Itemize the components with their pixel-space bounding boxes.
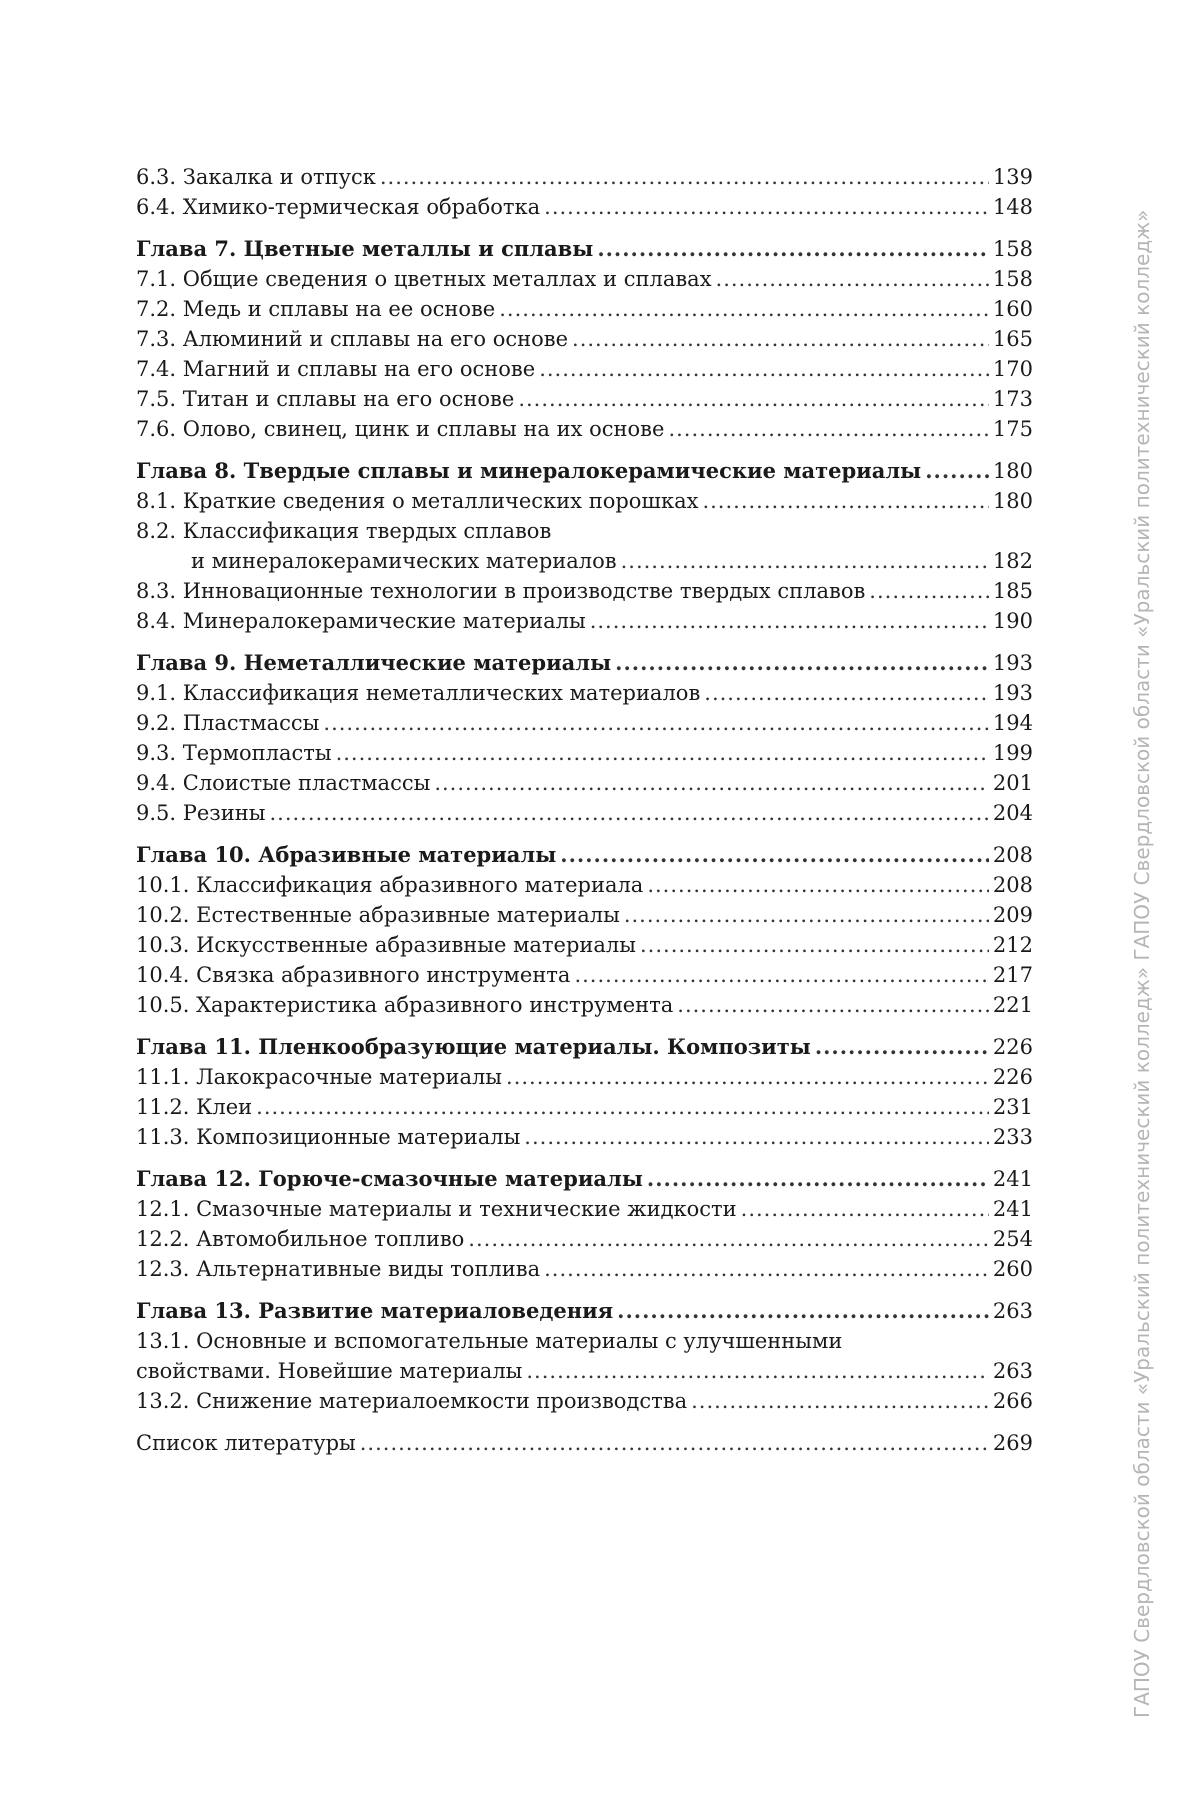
toc-entry-title: 7.2. Медь и сплавы на ее основе xyxy=(136,297,496,321)
toc-page-number: 208 xyxy=(992,873,1033,897)
toc-entry-title: Глава 8. Твердые сплавы и минералокерамические материалы xyxy=(136,458,922,483)
dot-leader xyxy=(640,930,989,960)
toc-page-number: 212 xyxy=(992,933,1033,957)
toc-entry xyxy=(136,960,1033,990)
dot-leader xyxy=(615,648,989,678)
toc-entry-title: 8.3. Инновационные технологии в производстве твердых сплавов xyxy=(136,579,866,603)
toc-entry-title: 6.3. Закалка и отпуск xyxy=(136,165,376,189)
vertical-watermark: ГАПОУ Свердловской области «Уральский политехнический колледж» ГАПОУ Свердловской области «Уральский политехнический колледж» xyxy=(1130,209,1154,1718)
toc-entry xyxy=(136,708,1033,738)
toc-entry xyxy=(136,1122,1033,1152)
toc-entry-title: 9.4. Слоистые пластмассы xyxy=(136,771,431,795)
toc-entry-title: 6.4. Химико-термическая обработка xyxy=(136,195,541,219)
toc-entry-title: 13.2. Снижение материалоемкости производства xyxy=(136,1389,688,1413)
dot-leader xyxy=(524,1122,989,1152)
toc-page-number: 139 xyxy=(992,165,1033,189)
toc-page-number: 263 xyxy=(992,1299,1033,1323)
toc-entry-title: 13.1. Основные и вспомогательные материалы с улучшенными xyxy=(136,1329,843,1353)
dot-leader xyxy=(468,1224,989,1254)
toc-entry xyxy=(136,516,1033,546)
toc-chapter-heading xyxy=(136,1296,1033,1326)
dot-leader xyxy=(590,606,989,636)
toc-chapter-heading xyxy=(136,648,1033,678)
toc-entry-title: 10.4. Связка абразивного инструмента xyxy=(136,963,571,987)
toc-entry xyxy=(136,354,1033,384)
dot-leader xyxy=(499,294,989,324)
toc-page-number: 269 xyxy=(992,1431,1033,1455)
toc-page-number: 158 xyxy=(992,237,1033,261)
dot-leader xyxy=(336,738,989,768)
toc-chapter-heading xyxy=(136,1032,1033,1062)
toc-entry xyxy=(136,264,1033,294)
toc-entry-title: 9.1. Классификация неметаллических материалов xyxy=(136,681,701,705)
toc-page-number: 241 xyxy=(992,1197,1033,1221)
toc-entry-title: 7.5. Титан и сплавы на его основе xyxy=(136,387,515,411)
toc-entry-title-continuation: и минералокерамических материалов xyxy=(191,549,617,573)
dot-leader xyxy=(539,354,989,384)
toc-entry-title: 10.3. Искусственные абразивные материалы xyxy=(136,933,636,957)
toc-entry xyxy=(136,414,1033,444)
toc-page-number: 233 xyxy=(992,1125,1033,1149)
table-of-contents xyxy=(136,162,1033,1458)
toc-entry-title: 9.2. Пластмассы xyxy=(136,711,320,735)
toc-entry-title: 11.3. Композиционные материалы xyxy=(136,1125,521,1149)
toc-entry xyxy=(136,1386,1033,1416)
dot-leader xyxy=(668,414,988,444)
toc-page-number: 226 xyxy=(992,1035,1033,1059)
toc-entry xyxy=(136,162,1033,192)
toc-page-number: 180 xyxy=(992,489,1033,513)
toc-page-number: 221 xyxy=(992,993,1033,1017)
toc-page-number: 182 xyxy=(992,549,1033,573)
dot-leader xyxy=(574,960,988,990)
dot-leader xyxy=(624,900,989,930)
toc-entry-title: 8.4. Минералокерамические материалы xyxy=(136,609,586,633)
dot-leader xyxy=(815,1032,989,1062)
dot-leader xyxy=(572,324,989,354)
toc-chapter-heading xyxy=(136,840,1033,870)
dot-leader xyxy=(544,192,989,222)
toc-page-number: 204 xyxy=(992,801,1033,825)
toc-entry xyxy=(136,1194,1033,1224)
toc-chapter-heading xyxy=(136,234,1033,264)
toc-page-number: 190 xyxy=(992,609,1033,633)
dot-leader xyxy=(647,1164,989,1194)
toc-entry xyxy=(136,486,1033,516)
dot-leader xyxy=(360,1428,989,1458)
dot-leader xyxy=(702,486,988,516)
dot-leader xyxy=(256,1092,989,1122)
dot-leader xyxy=(647,870,989,900)
toc-entry xyxy=(136,870,1033,900)
toc-chapter-heading xyxy=(136,1164,1033,1194)
toc-entry xyxy=(136,678,1033,708)
toc-entry-title-continuation: свойствами. Новейшие материалы xyxy=(136,1359,523,1383)
dot-leader xyxy=(597,234,989,264)
toc-entry xyxy=(136,606,1033,636)
toc-entry-title: Глава 11. Пленкообразующие материалы. Композиты xyxy=(136,1034,811,1059)
toc-entry xyxy=(136,192,1033,222)
toc-entry xyxy=(136,294,1033,324)
toc-entry xyxy=(136,768,1033,798)
toc-entry-references xyxy=(136,1428,1033,1458)
toc-entry-title: 10.5. Характеристика абразивного инструмента xyxy=(136,993,674,1017)
toc-entry-title: 8.2. Классификация твердых сплавов xyxy=(136,519,552,543)
toc-entry-title: 10.2. Естественные абразивные материалы xyxy=(136,903,620,927)
toc-page-number: 194 xyxy=(992,711,1033,735)
dot-leader xyxy=(716,264,989,294)
toc-entry xyxy=(136,900,1033,930)
toc-entry-title: 12.3. Альтернативные виды топлива xyxy=(136,1257,541,1281)
toc-page-number: 160 xyxy=(992,297,1033,321)
dot-leader xyxy=(380,162,989,192)
toc-entry-title: 7.3. Алюминий и сплавы на его основе xyxy=(136,327,569,351)
toc-entry-title: 12.2. Автомобильное топливо xyxy=(136,1227,465,1251)
toc-page-number: 175 xyxy=(992,417,1033,441)
toc-entry-title: Глава 9. Неметаллические материалы xyxy=(136,650,612,675)
toc-entry xyxy=(136,1062,1033,1092)
toc-entry-title: Глава 7. Цветные металлы и сплавы xyxy=(136,236,594,261)
dot-leader xyxy=(560,840,989,870)
dot-leader xyxy=(677,990,989,1020)
toc-page-number: 266 xyxy=(992,1389,1033,1413)
toc-entry xyxy=(136,384,1033,414)
toc-entry xyxy=(136,738,1033,768)
dot-leader xyxy=(323,708,989,738)
dot-leader xyxy=(434,768,989,798)
dot-leader xyxy=(869,576,989,606)
dot-leader xyxy=(617,1296,989,1326)
toc-entry-title: Глава 10. Абразивные материалы xyxy=(136,842,557,867)
dot-leader xyxy=(704,678,989,708)
toc-entry-title: Глава 12. Горюче-смазочные материалы xyxy=(136,1166,643,1191)
toc-page-number: 158 xyxy=(992,267,1033,291)
toc-page-number: 209 xyxy=(992,903,1033,927)
toc-entry xyxy=(136,1092,1033,1122)
toc-entry xyxy=(136,1326,1033,1356)
toc-entry-title: 10.1. Классификация абразивного материала xyxy=(136,873,644,897)
toc-entry xyxy=(136,1254,1033,1284)
dot-leader xyxy=(544,1254,989,1284)
toc-entry xyxy=(136,798,1033,828)
toc-entry-continuation xyxy=(136,546,1033,576)
toc-page-number: 201 xyxy=(992,771,1033,795)
toc-entry-title: 9.5. Резины xyxy=(136,801,266,825)
dot-leader xyxy=(691,1386,989,1416)
toc-page-number: 199 xyxy=(992,741,1033,765)
dot-leader xyxy=(925,456,989,486)
dot-leader xyxy=(741,1194,989,1224)
toc-entry xyxy=(136,576,1033,606)
toc-page-number: 165 xyxy=(992,327,1033,351)
dot-leader xyxy=(269,798,988,828)
toc-entry-title: 7.4. Магний и сплавы на его основе xyxy=(136,357,536,381)
toc-page-number: 263 xyxy=(992,1359,1033,1383)
toc-entry-title: Глава 13. Развитие материаловедения xyxy=(136,1298,614,1323)
toc-page-number: 185 xyxy=(992,579,1033,603)
toc-page-number: 231 xyxy=(992,1095,1033,1119)
toc-page-number: 170 xyxy=(992,357,1033,381)
toc-entry xyxy=(136,1224,1033,1254)
toc-page-number: 260 xyxy=(992,1257,1033,1281)
toc-entry-title: 8.1. Краткие сведения о металлических порошках xyxy=(136,489,699,513)
toc-entry xyxy=(136,324,1033,354)
toc-entry-title: 12.1. Смазочные материалы и технические жидкости xyxy=(136,1197,737,1221)
toc-entry xyxy=(136,990,1033,1020)
toc-entry-title: 7.1. Общие сведения о цветных металлах и сплавах xyxy=(136,267,712,291)
toc-page-number: 226 xyxy=(992,1065,1033,1089)
toc-page-number: 254 xyxy=(992,1227,1033,1251)
dot-leader xyxy=(526,1356,989,1386)
dot-leader xyxy=(506,1062,989,1092)
toc-page-number: 193 xyxy=(992,651,1033,675)
toc-entry-continuation xyxy=(136,1356,1033,1386)
toc-entry-title: 11.1. Лакокрасочные материалы xyxy=(136,1065,503,1089)
toc-entry-title: 7.6. Олово, свинец, цинк и сплавы на их основе xyxy=(136,417,665,441)
toc-page-number: 193 xyxy=(992,681,1033,705)
toc-chapter-heading xyxy=(136,456,1033,486)
toc-entry-title: Список литературы xyxy=(136,1431,356,1455)
toc-page-number: 173 xyxy=(992,387,1033,411)
toc-page-number: 217 xyxy=(992,963,1033,987)
toc-page-number: 241 xyxy=(992,1167,1033,1191)
dot-leader xyxy=(621,546,989,576)
toc-page-number: 180 xyxy=(992,459,1033,483)
toc-entry-title: 9.3. Термопласты xyxy=(136,741,332,765)
dot-leader xyxy=(518,384,989,414)
toc-page-number: 148 xyxy=(992,195,1033,219)
toc-entry-title: 11.2. Клеи xyxy=(136,1095,253,1119)
toc-entry xyxy=(136,930,1033,960)
toc-page-number: 208 xyxy=(992,843,1033,867)
